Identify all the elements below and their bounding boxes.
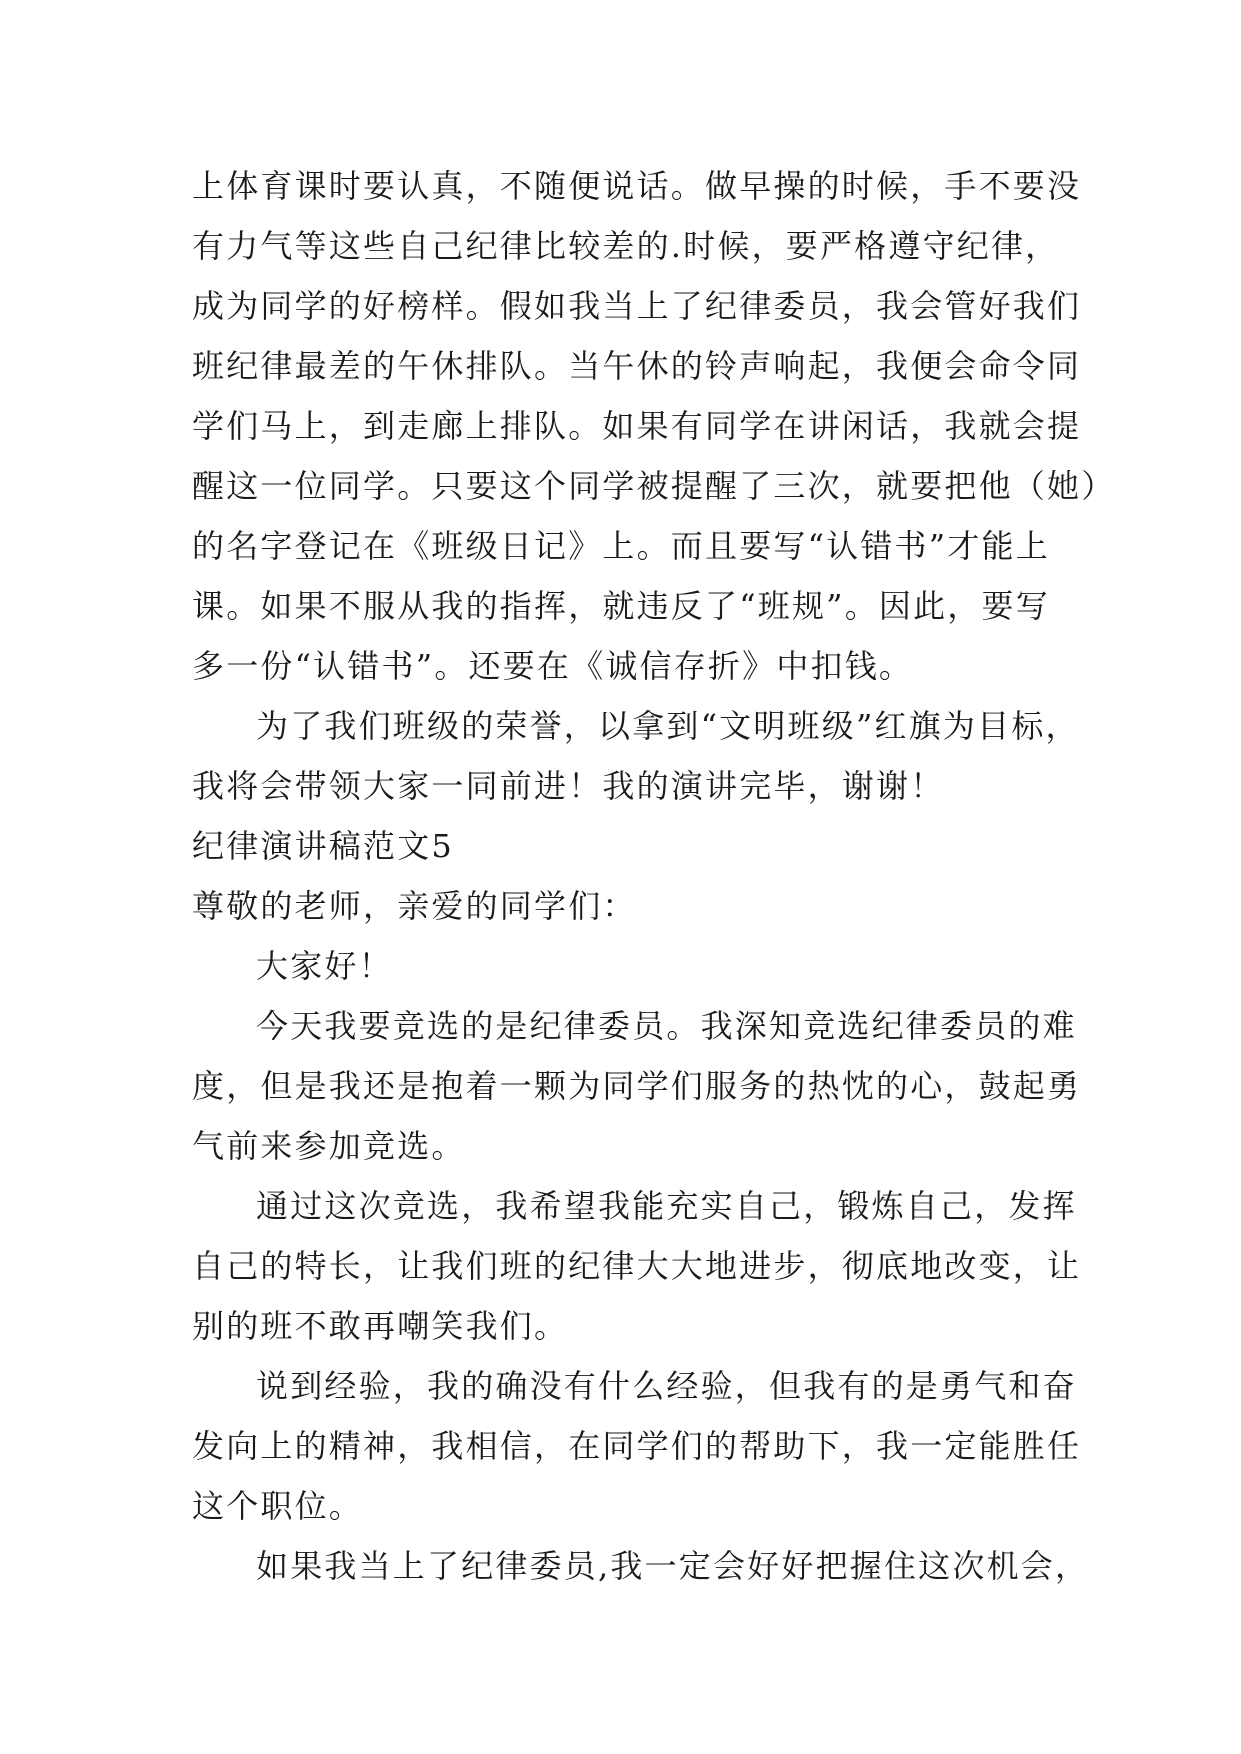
paragraph-start-line: 通过这次竞选，我希望我能充实自己，锻炼自己，发挥: [256, 1187, 1077, 1225]
greeting: 大家好！: [256, 947, 393, 985]
text-line: 多一份“认错书”。还要在《诚信存折》中扣钱。: [192, 647, 914, 685]
text-line: 的名字登记在《班级日记》上。而且要写“认错书”才能上: [192, 527, 1050, 565]
text-line: 这个职位。: [192, 1487, 364, 1525]
text-line: 课。如果不服从我的指挥，就违反了“班规”。因此，要写: [192, 587, 1050, 625]
paragraph-start-line: 今天我要竞选的是纪律委员。我深知竞选纪律委员的难: [256, 1007, 1077, 1045]
text-line: 班纪律最差的午休排队。当午休的铃声响起，我便会命令同: [192, 347, 1082, 385]
text-line: 发向上的精神，我相信，在同学们的帮助下，我一定能胜任: [192, 1427, 1082, 1465]
text-line: 醒这一位同学。只要这个同学被提醒了三次，就要把他（她）: [192, 467, 1116, 505]
text-line: 上体育课时要认真，不随便说话。做早操的时候，手不要没: [192, 167, 1082, 205]
salutation: 尊敬的老师，亲爱的同学们：: [192, 887, 637, 925]
text-line: 成为同学的好榜样。假如我当上了纪律委员，我会管好我们: [192, 287, 1082, 325]
text-line: 自己的特长，让我们班的纪律大大地进步，彻底地改变，让: [192, 1247, 1082, 1285]
text-line: 学们马上，到走廊上排队。如果有同学在讲闲话，我就会提: [192, 407, 1082, 445]
document-page: [192, 156, 1116, 1596]
paragraph-start-line: 为了我们班级的荣誉，以拿到“文明班级”红旗为目标，: [256, 707, 1080, 745]
text-line: 别的班不敢再嘲笑我们。: [192, 1307, 569, 1345]
paragraph-start-line: 说到经验，我的确没有什么经验，但我有的是勇气和奋: [256, 1367, 1077, 1405]
paragraph-start-line: 如果我当上了纪律委员,我一定会好好把握住这次机会，: [256, 1547, 1090, 1585]
text-line: 度，但是我还是抱着一颗为同学们服务的热忱的心，鼓起勇: [192, 1067, 1082, 1105]
section-heading: 纪律演讲稿范文5: [192, 827, 454, 865]
text-line: 我将会带领大家一同前进！我的演讲完毕，谢谢！: [192, 767, 945, 805]
text-line: 有力气等这些自己纪律比较差的.时候，要严格遵守纪律，: [192, 227, 1060, 265]
text-line: 气前来参加竞选。: [192, 1127, 466, 1165]
